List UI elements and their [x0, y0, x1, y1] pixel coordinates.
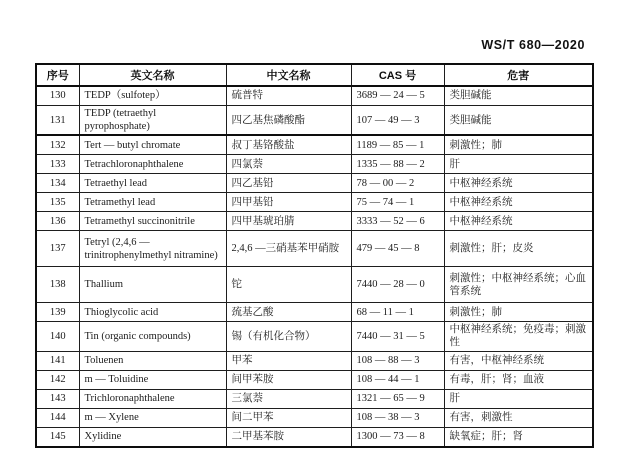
cell-english-name: Tetramethyl succinonitrile — [79, 212, 226, 231]
cell-cas-number: 108 — 88 — 3 — [351, 351, 444, 370]
chemicals-table — [35, 63, 594, 448]
cell-english-name: TEDP (tetraethyl pyrophosphate) — [79, 106, 226, 136]
table-row — [36, 193, 593, 212]
cell-chinese-name: 四乙基焦磷酸酯 — [226, 106, 351, 136]
col-header-hazard: 危害 — [444, 64, 593, 86]
table-row — [36, 389, 593, 408]
cell-chinese-name: 锡（有机化合物） — [226, 322, 351, 351]
cell-english-name: Tetryl (2,4,6 — trinitrophenylmethyl nitramine) — [79, 231, 226, 267]
cell-hazard: 中枢神经系统；免疫毒；刺激性 — [444, 322, 593, 351]
cell-chinese-name: 巯基乙酸 — [226, 303, 351, 322]
table-row — [36, 370, 593, 389]
cell-chinese-name: 硫普特 — [226, 86, 351, 106]
cell-index: 139 — [36, 303, 79, 322]
cell-index: 144 — [36, 408, 79, 427]
cell-hazard: 中枢神经系统 — [444, 212, 593, 231]
table-row — [36, 212, 593, 231]
cell-index: 141 — [36, 351, 79, 370]
cell-english-name: m — Xylene — [79, 408, 226, 427]
cell-english-name: TEDP（sulfotep） — [79, 86, 226, 106]
cell-hazard: 类胆碱能 — [444, 106, 593, 136]
cell-chinese-name: 间二甲苯 — [226, 408, 351, 427]
cell-hazard: 中枢神经系统 — [444, 174, 593, 193]
cell-hazard: 刺激性；肺 — [444, 135, 593, 155]
cell-english-name: Thioglycolic acid — [79, 303, 226, 322]
cell-index: 130 — [36, 86, 79, 106]
cell-hazard: 刺激性；肺 — [444, 303, 593, 322]
standard-code: WS/T 680—2020 — [481, 38, 585, 52]
cell-english-name: Toluenen — [79, 351, 226, 370]
cell-cas-number: 108 — 38 — 3 — [351, 408, 444, 427]
cell-english-name: m — Toluidine — [79, 370, 226, 389]
cell-english-name: Tetrachloronaphthalene — [79, 155, 226, 174]
cell-chinese-name: 甲苯 — [226, 351, 351, 370]
table-row — [36, 303, 593, 322]
col-header-chinese-name: 中文名称 — [226, 64, 351, 86]
col-header-cas-number: CAS 号 — [351, 64, 444, 86]
cell-index: 137 — [36, 231, 79, 267]
cell-index: 131 — [36, 106, 79, 136]
table-row — [36, 408, 593, 427]
cell-english-name: Thallium — [79, 267, 226, 303]
cell-chinese-name: 四乙基铅 — [226, 174, 351, 193]
cell-chinese-name: 四甲基琥珀腈 — [226, 212, 351, 231]
table-row — [36, 174, 593, 193]
cell-chinese-name: 三氯萘 — [226, 389, 351, 408]
cell-hazard: 肝 — [444, 155, 593, 174]
table-row — [36, 351, 593, 370]
cell-chinese-name: 叔丁基铬酸盐 — [226, 135, 351, 155]
cell-hazard: 有毒，肝；肾；血液 — [444, 370, 593, 389]
table-row — [36, 155, 593, 174]
cell-hazard: 类胆碱能 — [444, 86, 593, 106]
cell-cas-number: 1189 — 85 — 1 — [351, 135, 444, 155]
cell-hazard: 刺激性；肝；皮炎 — [444, 231, 593, 267]
cell-english-name: Tert — butyl chromate — [79, 135, 226, 155]
cell-chinese-name: 二甲基苯胺 — [226, 427, 351, 447]
cell-index: 132 — [36, 135, 79, 155]
cell-cas-number: 78 — 00 — 2 — [351, 174, 444, 193]
table-row — [36, 135, 593, 155]
cell-english-name: Tetraethyl lead — [79, 174, 226, 193]
col-header-english-name: 英文名称 — [79, 64, 226, 86]
cell-chinese-name: 四甲基铅 — [226, 193, 351, 212]
table-row — [36, 427, 593, 447]
table-row — [36, 106, 593, 136]
table-row — [36, 267, 593, 303]
table-row — [36, 231, 593, 267]
cell-index: 135 — [36, 193, 79, 212]
cell-index: 143 — [36, 389, 79, 408]
cell-index: 145 — [36, 427, 79, 447]
cell-chinese-name: 四氯萘 — [226, 155, 351, 174]
cell-index: 140 — [36, 322, 79, 351]
cell-hazard: 刺激性；中枢神经系统；心血管系统 — [444, 267, 593, 303]
cell-cas-number: 479 — 45 — 8 — [351, 231, 444, 267]
table-header-row — [36, 64, 593, 86]
cell-hazard: 肝 — [444, 389, 593, 408]
cell-hazard: 缺氧症；肝；肾 — [444, 427, 593, 447]
cell-cas-number: 108 — 44 — 1 — [351, 370, 444, 389]
cell-english-name: Trichloronaphthalene — [79, 389, 226, 408]
cell-index: 133 — [36, 155, 79, 174]
cell-english-name: Tin (organic compounds) — [79, 322, 226, 351]
cell-cas-number: 1300 — 73 — 8 — [351, 427, 444, 447]
cell-cas-number: 107 — 49 — 3 — [351, 106, 444, 136]
cell-cas-number: 7440 — 31 — 5 — [351, 322, 444, 351]
cell-cas-number: 75 — 74 — 1 — [351, 193, 444, 212]
table-body — [36, 86, 593, 447]
cell-english-name: Xylidine — [79, 427, 226, 447]
cell-chinese-name: 2,4,6 —三硝基苯甲硝胺 — [226, 231, 351, 267]
table-row — [36, 86, 593, 106]
cell-index: 136 — [36, 212, 79, 231]
cell-index: 142 — [36, 370, 79, 389]
cell-hazard: 有害，中枢神经系统 — [444, 351, 593, 370]
cell-hazard: 中枢神经系统 — [444, 193, 593, 212]
table-row — [36, 322, 593, 351]
cell-cas-number: 3333 — 52 — 6 — [351, 212, 444, 231]
cell-cas-number: 1321 — 65 — 9 — [351, 389, 444, 408]
cell-chinese-name: 间甲苯胺 — [226, 370, 351, 389]
cell-index: 134 — [36, 174, 79, 193]
cell-index: 138 — [36, 267, 79, 303]
cell-cas-number: 7440 — 28 — 0 — [351, 267, 444, 303]
cell-cas-number: 68 — 11 — 1 — [351, 303, 444, 322]
col-header-index: 序号 — [36, 64, 79, 86]
cell-english-name: Tetramethyl lead — [79, 193, 226, 212]
cell-cas-number: 3689 — 24 — 5 — [351, 86, 444, 106]
cell-hazard: 有害，刺激性 — [444, 408, 593, 427]
cell-chinese-name: 铊 — [226, 267, 351, 303]
cell-cas-number: 1335 — 88 — 2 — [351, 155, 444, 174]
